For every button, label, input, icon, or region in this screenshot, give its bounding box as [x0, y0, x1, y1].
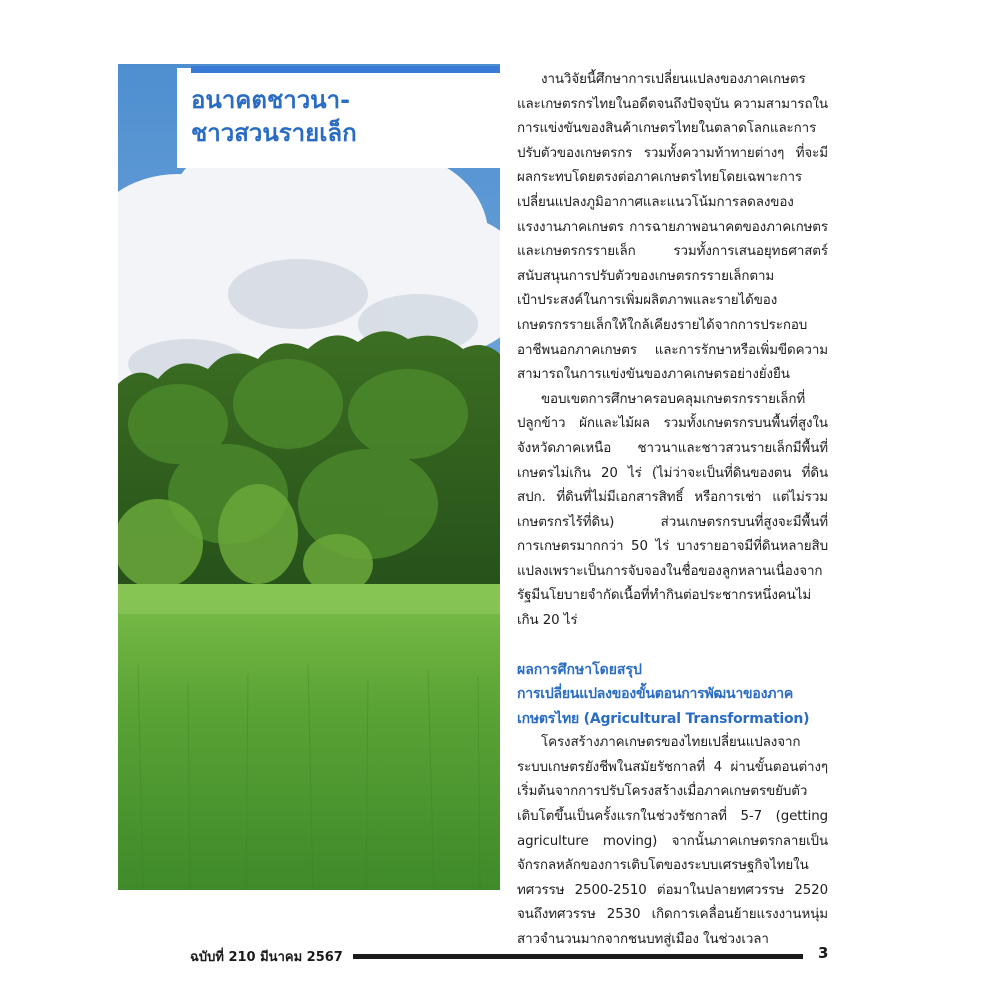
body-paragraph-1: งานวิจัยนี้ศึกษาการเปลี่ยนแปลงของภาคเกษตรและเกษตรกรไทยในอดีตจนถึงปัจจุบัน ความสามารถในการแข่งขันของสินค้าเกษตรไทยในตลาดโลกและการปรับตัวของเกษตรกร รวมทั้งความท้าทายต่างๆ ที่จะมีผลกระทบโดยตรงต่อภาคเกษตรไทยโดยเฉพาะการเปลี่ยนแปลงภูมิอากาศและแนวโน้มการลดลงของแรงงานภาคเกษตร การฉายภาพอนาคตของภาคเกษตรและเกษตรกรรายเล็ก รวมทั้งการเสนอยุทธศาสตร์สนับสนุนการปรับตัวของเกษตรกรรายเล็กตามเป้าประสงค์ในการเพิ่มผลิตภาพและรายได้ของเกษตรกรรายเล็กให้ใกล้เคียงรายได้จากการประกอบอาชีพนอกภาคเกษตร และการรักษาหรือเพิ่มขีดความสามารถในการแข่งขันของภาคเกษตรอย่างยั่งยืน [517, 72, 828, 383]
article-body [517, 68, 828, 953]
cover-photo-rice-field [118, 64, 500, 890]
footer-rule [353, 954, 803, 959]
footer-issue-label: ฉบับที่ 210 มีนาคม 2567 [190, 950, 343, 965]
rice-field [118, 584, 500, 890]
landscape-illustration [118, 64, 500, 890]
section-heading: ผลการศึกษาโดยสรุป [517, 661, 642, 678]
title-accent-bar [191, 66, 500, 73]
article-title-line1: อนาคตชาวนา- [191, 86, 351, 114]
body-paragraph-3: โครงสร้างภาคเกษตรของไทยเปลี่ยนแปลงจากระบบเกษตรยังชีพในสมัยรัชกาลที่ 4 ผ่านขั้นตอนต่างๆ เริ่มต้นจากการปรับโครงสร้างเมื่อภาคเกษตรขยับตัวเติบโตขึ้นเป็นครั้งแรกในช่วงรัชกาลที่ 5-7 (getting agriculture moving) จากนั้นภาคเกษตรกลายเป็นจักรกลหลักของการเติบโตของระบบเศรษฐกิจไทยในทศวรรษ 2500-2510 ต่อมาในปลายทศวรรษ 2520 จนถึงทศวรรษ 2530 เกิดการเคลื่อนย้ายแรงงานหนุ่มสาวจำนวนมากจากชนบทสู่เมือง ในช่วงเวลา [517, 735, 828, 947]
article-title [191, 84, 491, 150]
sub-heading: การเปลี่ยนแปลงของขั้นตอนการพัฒนาของภาคเกษตรไทย (Agricultural Transformation) [517, 686, 810, 727]
body-paragraph-2: ขอบเขตการศึกษาครอบคลุมเกษตรกรรายเล็กที่ปลูกข้าว ผักและไม้ผล รวมทั้งเกษตรกรบนพื้นที่สูงในจังหวัดภาคเหนือ ชาวนาและชาวสวนรายเล็กมีพื้นที่เกษตรไม่เกิน 20 ไร่ (ไม่ว่าจะเป็นที่ดินของตน ที่ดิน สปก. ที่ดินที่ไม่มีเอกสารสิทธิ์ หรือการเช่า แต่ไม่รวมเกษตรกรไร้ที่ดิน) ส่วนเกษตรกรบนที่สูงจะมีพื้นที่การเกษตรมากกว่า 50 ไร่ บางรายอาจมีที่ดินหลายสิบแปลงเพราะเป็นการจับจองในชื่อของลูกหลานเนื่องจากรัฐมีนโยบายจำกัดเนื้อที่ทำกินต่อประชากรหนึ่งคนไม่เกิน 20 ไร่ [517, 391, 828, 629]
article-title-line2: ชาวสวนรายเล็ก [191, 119, 357, 147]
page-number: 3 [818, 944, 829, 962]
